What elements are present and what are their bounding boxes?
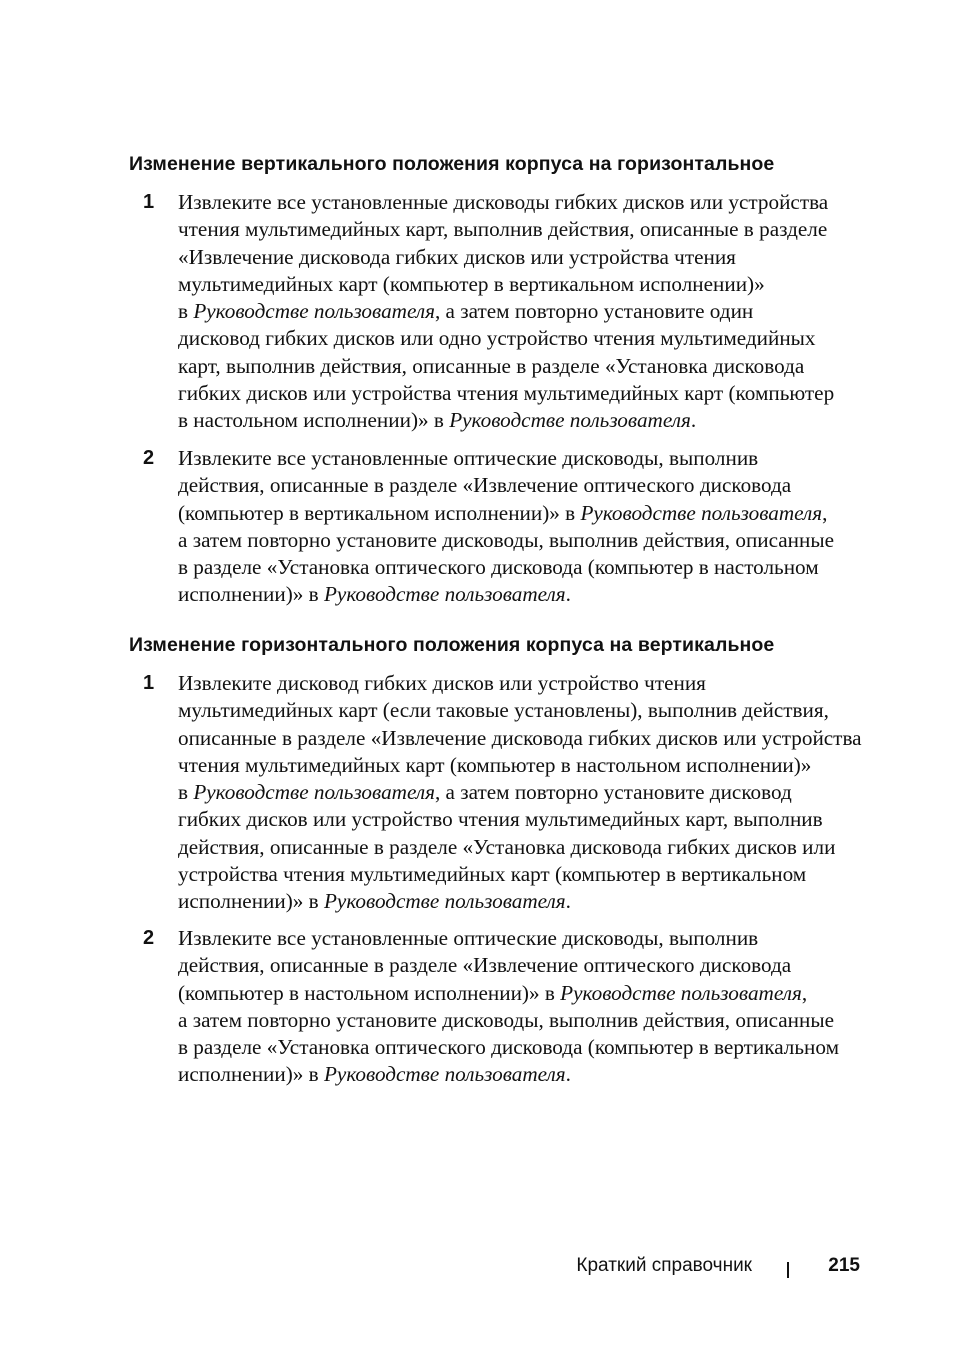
text-segment: действия, описанные в разделе «Извлечение оптического дисковода [178, 473, 792, 498]
text-segment: чтения мультимедийных карт, выполнив действия, описанные в разделе [178, 217, 828, 242]
text-segment: исполнении)» в [178, 889, 324, 914]
step-text [178, 925, 868, 1089]
guide-reference: Руководстве пользователя [560, 980, 802, 1005]
text-line [178, 325, 868, 352]
text-line [178, 1034, 868, 1061]
guide-reference: Руководстве пользователя [580, 500, 823, 525]
step-number: 2 [143, 447, 155, 469]
text-segment: , [801, 980, 808, 1005]
text-line [178, 980, 868, 1007]
guide-reference: Руководстве пользователя [323, 582, 566, 607]
text-line [178, 527, 868, 554]
text-segment: действия, описанные в разделе «Извлечение оптического дисковода [178, 953, 792, 978]
text-line [178, 1007, 868, 1034]
page-footer [0, 1255, 954, 1285]
text-line [178, 216, 868, 243]
text-line [178, 353, 868, 380]
text-line [178, 298, 868, 325]
text-segment: в разделе «Установка оптического дисковода (компьютер в вертикальном [178, 1035, 839, 1060]
text-segment: карт, выполнив действия, описанные в разделе «Установка дисковода [178, 353, 805, 378]
text-line [178, 445, 868, 472]
text-segment: а затем повторно установите дисководы, выполнив действия, описанные [178, 527, 835, 552]
text-segment: устройства чтения мультимедийных карт (компьютер в вертикальном [178, 862, 807, 887]
text-segment: дисковод гибких дисков или одно устройство чтения мультимедийных [178, 326, 816, 351]
text-line [178, 271, 868, 298]
text-line [178, 952, 868, 979]
text-segment: (компьютер в вертикальном исполнении)» в [178, 500, 581, 525]
text-segment: . [565, 582, 571, 607]
text-segment: , а затем повторно установите один [434, 299, 754, 324]
text-line [178, 779, 868, 806]
text-line [178, 861, 868, 888]
guide-reference: Руководстве пользователя [323, 889, 566, 914]
text-line [178, 554, 868, 581]
footer-separator [787, 1262, 789, 1278]
text-segment: а затем повторно установите дисководы, выполнив действия, описанные [178, 1007, 835, 1032]
text-line [178, 244, 868, 271]
text-segment: чтения мультимедийных карт (компьютер в настольном исполнении)» [178, 752, 812, 777]
text-segment: мультимедийных карт (если таковые установлены), выполнив действия, [178, 698, 829, 723]
text-line [178, 1061, 868, 1088]
step-text [178, 445, 868, 609]
step-number: 1 [143, 672, 155, 694]
section-heading-vertical-to-horizontal: Изменение вертикального положения корпуса на горизонтальное [129, 153, 775, 175]
text-line [178, 806, 868, 833]
step-text [178, 670, 868, 916]
step-number: 1 [143, 191, 155, 213]
text-line [178, 670, 868, 697]
guide-reference: Руководстве пользователя [323, 1062, 566, 1087]
text-segment: мультимедийных карт (компьютер в вертикальном исполнении)» [178, 271, 765, 296]
text-line [178, 500, 868, 527]
text-segment: , [822, 500, 828, 525]
text-segment: . [565, 1062, 571, 1087]
text-segment: Извлеките все установленные оптические дисководы, выполнив [178, 926, 759, 950]
guide-reference: Руководстве пользователя [193, 780, 435, 805]
text-segment: (компьютер в настольном исполнении)» в [178, 980, 561, 1005]
text-line [178, 834, 868, 861]
guide-reference: Руководстве пользователя [449, 408, 691, 433]
text-line [178, 407, 868, 434]
step-number: 2 [143, 927, 155, 949]
text-line [178, 697, 868, 724]
text-segment: Извлеките все установленные дисководы гибких дисков или устройства [178, 190, 829, 214]
text-segment: гибких дисков или устройства чтения мультимедийных карт (компьютер [178, 381, 835, 406]
text-segment: в настольном исполнении)» в [178, 408, 450, 433]
text-line [178, 752, 868, 779]
text-line [178, 189, 868, 216]
page-number: 215 [828, 1255, 860, 1276]
text-line [178, 925, 868, 952]
text-segment: описанные в разделе «Извлечение дисковода гибких дисков или устройства [178, 725, 862, 750]
guide-reference: Руководстве пользователя [193, 299, 435, 324]
text-segment: . [565, 889, 571, 914]
text-segment: в [178, 780, 194, 805]
text-segment: гибких дисков или устройство чтения мультимедийных карт, выполнив [178, 807, 823, 832]
text-segment: «Извлечение дисковода гибких дисков или устройства чтения [178, 244, 736, 269]
footer-title: Краткий справочник [576, 1255, 752, 1276]
text-line [178, 888, 868, 915]
text-segment: , а затем повторно установите дисковод [434, 780, 792, 805]
section-heading-horizontal-to-vertical: Изменение горизонтального положения корпуса на вертикальное [129, 634, 775, 656]
text-line [178, 581, 868, 608]
text-line [178, 380, 868, 407]
text-segment: в [178, 299, 194, 324]
text-segment: исполнении)» в [178, 1062, 324, 1087]
text-segment: . [690, 408, 697, 433]
step-text [178, 189, 868, 435]
text-segment: Извлеките дисковод гибких дисков или устройство чтения [178, 671, 706, 695]
text-segment: действия, описанные в разделе «Установка дисковода гибких дисков или [178, 834, 836, 859]
text-segment: Извлеките все установленные оптические дисководы, выполнив [178, 446, 759, 470]
text-line [178, 725, 868, 752]
text-segment: исполнении)» в [178, 582, 324, 607]
text-segment: в разделе «Установка оптического дисковода (компьютер в настольном [178, 555, 819, 580]
text-line [178, 472, 868, 499]
